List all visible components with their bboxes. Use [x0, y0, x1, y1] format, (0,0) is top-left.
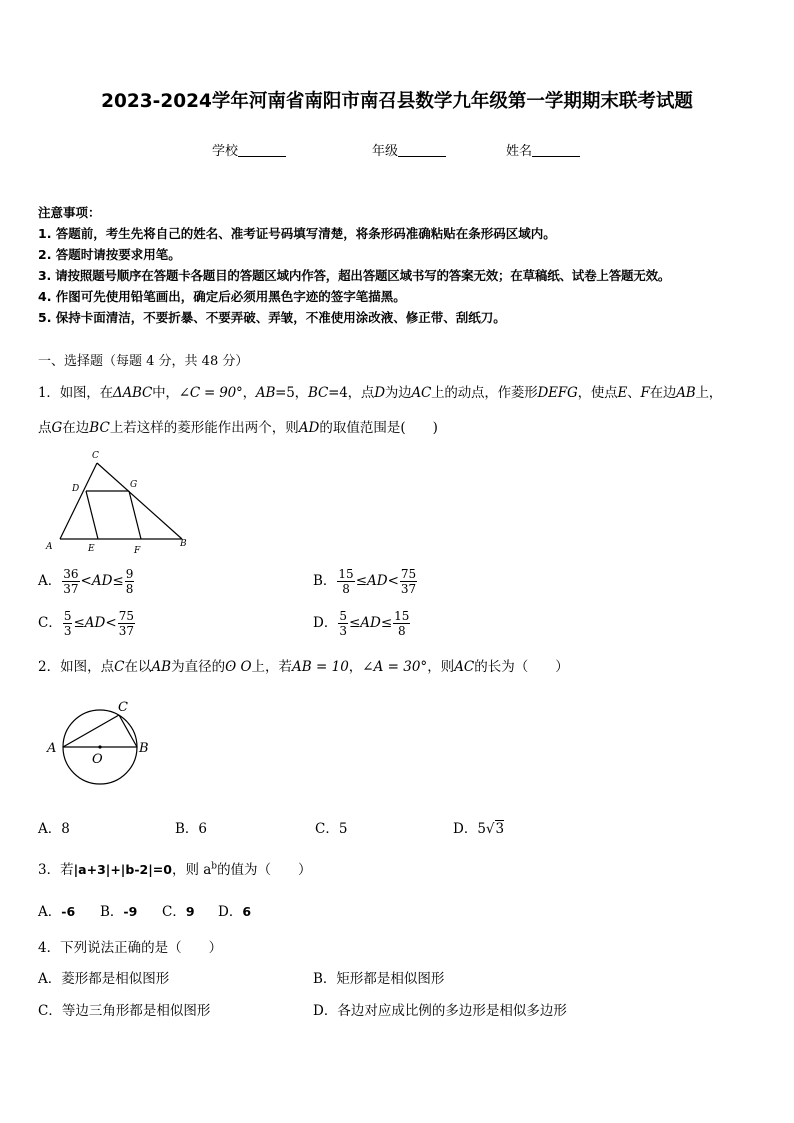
- question-1-line-2: 点G在边BC上若这样的菱形能作出两个，则AD的取值范围是( ): [38, 420, 438, 436]
- option-b[interactable]: B．矩形都是相似图形: [313, 971, 445, 987]
- option-d[interactable]: D．5√3: [453, 821, 505, 837]
- figure-label-c: C: [118, 700, 128, 715]
- question-1-line-1: 1．如图，在ΔABC中，∠C = 90°，AB=5，BC=4，点D为边AC上的动点，作菱形DEFG，使点E、F在边AB上，: [38, 385, 723, 401]
- notice-item: 3. 请按照题号顺序在答题卡各题目的答题区域内作答，超出答题区域书写的答案无效；在草稿纸、试卷上答题无效。: [38, 268, 671, 283]
- figure-label-c: C: [92, 451, 99, 461]
- option-b[interactable]: B．-9: [100, 904, 138, 920]
- option-a[interactable]: A．菱形都是相似图形: [38, 971, 170, 987]
- figure-label-e: E: [88, 544, 95, 554]
- notice-item: 2. 答题时请按要求用笔。: [38, 247, 181, 262]
- option-c[interactable]: C．9: [162, 904, 195, 920]
- figure-label-g: G: [130, 480, 138, 490]
- figure-label-b: B: [139, 741, 149, 756]
- option-a[interactable]: A．8: [38, 821, 70, 837]
- option-c[interactable]: C． $\frac{5}{3}$ ≤AD< $\frac{75}{37}$: [38, 609, 134, 638]
- question-1-figure: [42, 448, 192, 556]
- question-2-figure: [44, 692, 162, 792]
- grade-field: 年级: [372, 140, 446, 159]
- figure-label-f: F: [134, 546, 141, 556]
- figure-label-o: O: [92, 752, 103, 767]
- notice-item: 5. 保持卡面清洁，不要折暴、不要弄破、弄皱，不准使用涂改液、修正带、刮纸刀。: [38, 310, 506, 325]
- figure-label-a: A: [47, 741, 57, 756]
- option-b[interactable]: B． $\frac{15}{8}$ ≤AD< $\frac{75}{37}$: [313, 567, 417, 596]
- name-field: 姓名: [506, 140, 580, 159]
- figure-label-d: D: [72, 484, 80, 494]
- option-a[interactable]: A． $\frac{36}{37}$ <AD≤ $\frac{9}{8}$: [38, 567, 134, 596]
- question-4: 4．下列说法正确的是（ ）: [38, 940, 223, 956]
- option-c[interactable]: C．等边三角形都是相似图形: [38, 1003, 211, 1019]
- notice-item: 4. 作图可先使用铅笔画出，确定后必须用黑色字迹的签字笔描黑。: [38, 289, 406, 304]
- notice-item: 1. 答题前，考生先将自己的姓名、准考证号码填写清楚，将条形码准确粘贴在条形码区域内。: [38, 226, 556, 241]
- notice-heading: 注意事项：: [38, 205, 101, 220]
- page-title: 2023-2024学年河南省南阳市南召县数学九年级第一学期期末联考试题: [101, 91, 693, 112]
- question-2: 2．如图，点C在以AB为直径的ʘ O上，若AB = 10，∠A = 30°，则AC的长为（ ）: [38, 659, 569, 675]
- option-d[interactable]: D．6: [218, 904, 252, 920]
- figure-label-b: B: [180, 539, 187, 549]
- option-b[interactable]: B．6: [175, 821, 208, 837]
- school-field: 学校: [212, 140, 286, 159]
- option-a[interactable]: A．-6: [38, 904, 76, 920]
- option-d[interactable]: D． $\frac{5}{3}$ ≤AD≤ $\frac{15}{8}$: [313, 609, 410, 638]
- section-heading: 一、选择题（每题 4 分，共 48 分）: [38, 354, 249, 369]
- option-d[interactable]: D．各边对应成比例的多边形是相似多边形: [313, 1003, 567, 1019]
- option-c[interactable]: C．5: [315, 821, 348, 837]
- question-3: 3．若|a+3|+|b-2|=0，则 $a^b$的值为（ ）: [38, 861, 312, 878]
- figure-label-a: A: [46, 542, 53, 552]
